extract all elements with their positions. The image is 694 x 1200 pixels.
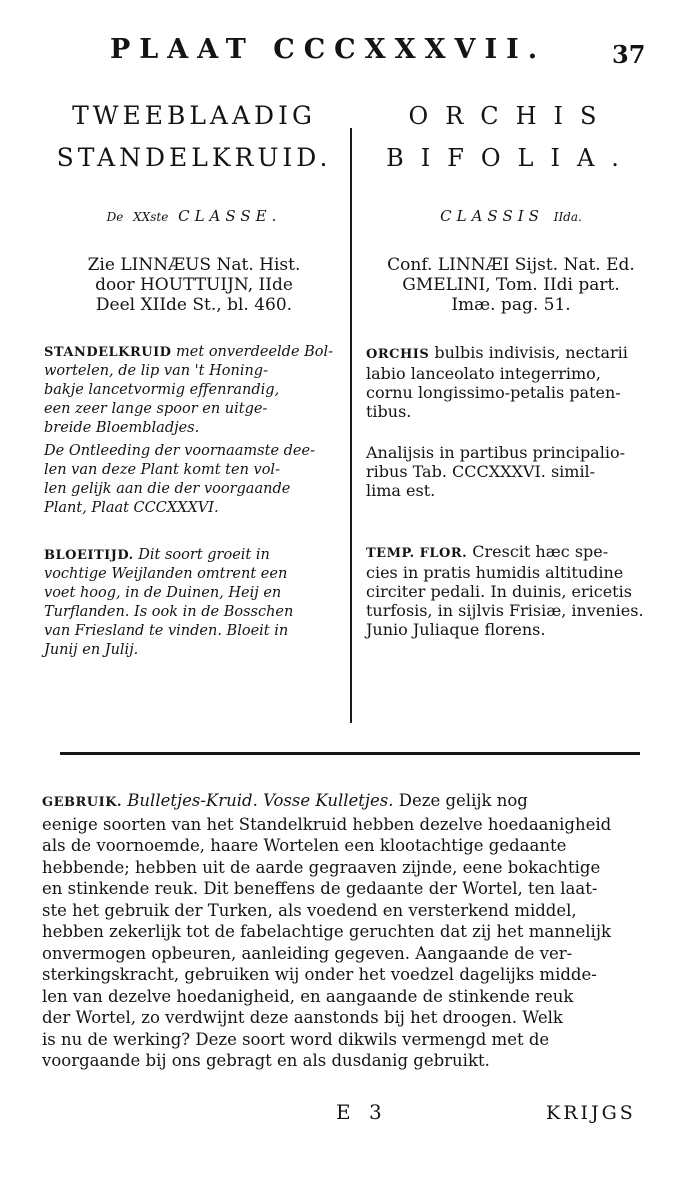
latin-class-word: CLASSIS (440, 207, 544, 225)
dutch-reference-line: Deel XIIde St., bl. 460. (95, 295, 293, 315)
dutch-analysis-line: len gelijk aan die der voorgaande (44, 481, 291, 497)
dutch-description-line: wortelen, de lip van 't Honing- (44, 363, 268, 379)
usage-line: len van dezelve hoedanigheid, en aangaande de stinkende reuk (42, 986, 574, 1006)
latin-flowering-line: TEMP. FLOR. Crescit hæc spe- (366, 542, 609, 561)
page-number: 37 (612, 40, 646, 69)
usage-line: voorgaande bij ons gebragt en als dusdanig gebruikt. (42, 1051, 490, 1070)
dutch-analysis-line: Plant, Plaat CCCXXXVI. (44, 500, 219, 516)
latin-flowering-line: cies in pratis humidis altitudine (366, 563, 624, 582)
dutch-reference-line: Zie LINNÆUS Nat. Hist. (87, 255, 301, 275)
latin-analysis-line: ribus Tab. CCCXXXVI. simil- (366, 462, 596, 481)
dutch-description-line: een zeer lange spoor en uitge- (44, 401, 268, 417)
dutch-flowering-line: voet hoog, in de Duinen, Heij en (44, 585, 282, 601)
latin-reference-line: GMELINI, Tom. IIdi part. (402, 275, 620, 295)
horizontal-rule (60, 752, 640, 755)
dutch-class-ordinal: XXste (133, 210, 169, 224)
latin-flowering-lead: TEMP. FLOR. (366, 546, 468, 561)
dutch-analysis-line: len van deze Plant komt ten vol- (44, 462, 280, 478)
dutch-class-line (44, 207, 344, 225)
dutch-flowering (44, 546, 344, 660)
latin-flowering-line: Junio Juliaque florens. (366, 620, 546, 639)
dutch-analysis-line: De Ontleeding der voornaamste dee- (44, 443, 315, 459)
latin-flowering-line: circiter pedali. In duinis, ericetis (366, 582, 632, 601)
dutch-title-line-1: TWEEBLAADIG (72, 101, 316, 130)
usage-line: hebben zekerlijk tot de fabelachtige geruchten dat zij het mannelijk (42, 922, 611, 941)
dutch-flowering-line: BLOEITIJD. Dit soort groeit in (44, 547, 270, 563)
usage-line: GEBRUIK. Bulletjes-Kruid. Vosse Kulletjes. Deze gelijk nog (42, 791, 528, 810)
latin-description-line: ORCHIS bulbis indivisis, nectarii (366, 343, 628, 362)
dutch-analysis (44, 442, 344, 518)
usage-line: hebbende; hebben uit de aarde gegraaven zijnde, eene bokachtige (42, 857, 601, 877)
latin-analysis (366, 443, 656, 500)
dutch-flowering-line: Turflanden. Is ook in de Bosschen (44, 604, 294, 620)
column-divider (350, 128, 352, 723)
dutch-description-lead: STANDELKRUID (44, 345, 172, 360)
latin-description-line: cornu longissimo-petalis paten- (366, 383, 621, 402)
dutch-flowering-line: Junij en Julij. (44, 642, 139, 658)
dutch-flowering-line: van Friesland te vinden. Bloeit in (44, 623, 289, 639)
usage-line: eenige soorten van het Standelkruid hebben dezelve hoedaanigheid (42, 814, 612, 834)
latin-description (366, 343, 656, 421)
latin-class-ordinal: IIda. (553, 210, 582, 224)
running-head: PLAAT CCCXXXVII. (110, 34, 547, 65)
usage-paragraph (42, 790, 652, 1072)
usage-line: is nu de werking? Deze soort word dikwils vermengd met de (42, 1029, 550, 1049)
latin-class-line (366, 207, 656, 225)
dutch-reference (44, 255, 344, 315)
latin-description-line: labio lanceolato integerrimo, (366, 364, 601, 383)
latin-column (366, 95, 656, 639)
usage-line: en stinkende reuk. Dit beneffens de gedaante der Wortel, ten laat- (42, 879, 598, 898)
latin-description-line: tibus. (366, 402, 412, 421)
dutch-column (44, 95, 344, 660)
usage-line: der Wortel, zo verdwijnt deze aanstonds bij het droogen. Welk (42, 1008, 563, 1027)
usage-line: als de voornoemde, haare Wortelen een klootachtige gedaante (42, 836, 567, 855)
dutch-flowering-line: vochtige Weijlanden omtrent een (44, 566, 288, 582)
dutch-title-line-2: STANDELKRUID. (56, 143, 332, 172)
latin-reference (366, 255, 656, 315)
usage-line: onvermogen opbeuren, aanleiding gegeven. Aangaande de ver- (42, 943, 573, 963)
dutch-class-word: CLASSE. (178, 207, 282, 225)
latin-reference-line: Imæ. pag. 51. (451, 295, 571, 315)
usage-lead: GEBRUIK. (42, 795, 123, 810)
usage-line: ste het gebruik der Turken, als voedend en versterkend middel, (42, 900, 577, 920)
usage-lead-italic: Bulletjes-Kruid. Vosse Kulletjes. (127, 791, 394, 810)
latin-title-line-2: BIFOLIA. (386, 144, 636, 172)
dutch-description-line: breide Bloembladjes. (44, 420, 200, 436)
catchword: KRIJGS (546, 1102, 636, 1124)
dutch-reference-line: door HOUTTUIJN, IIde (95, 275, 293, 295)
dutch-description-line: bakje lancetvormig effenrandig, (44, 382, 280, 398)
dutch-description (44, 343, 344, 438)
latin-analysis-line: Analijsis in partibus principalio- (366, 443, 625, 462)
latin-flowering-line: turfosis, in sijlvis Frisiæ, invenies. (366, 601, 644, 620)
latin-description-lead: ORCHIS (366, 347, 430, 362)
usage-line: sterkingskracht, gebruiken wij onder het voedzel dagelijks midde- (42, 965, 597, 984)
signature-mark: E 3 (336, 1100, 388, 1124)
dutch-description-line: STANDELKRUID met onverdeelde Bol- (44, 344, 334, 360)
latin-reference-line: Conf. LINNÆI Sijst. Nat. Ed. (387, 255, 635, 275)
latin-title-line-1: ORCHIS (408, 102, 614, 130)
latin-flowering (366, 542, 656, 639)
dutch-class-prefix: De (106, 210, 124, 224)
latin-analysis-line: lima est. (366, 481, 436, 500)
dutch-flowering-lead: BLOEITIJD. (44, 548, 134, 563)
